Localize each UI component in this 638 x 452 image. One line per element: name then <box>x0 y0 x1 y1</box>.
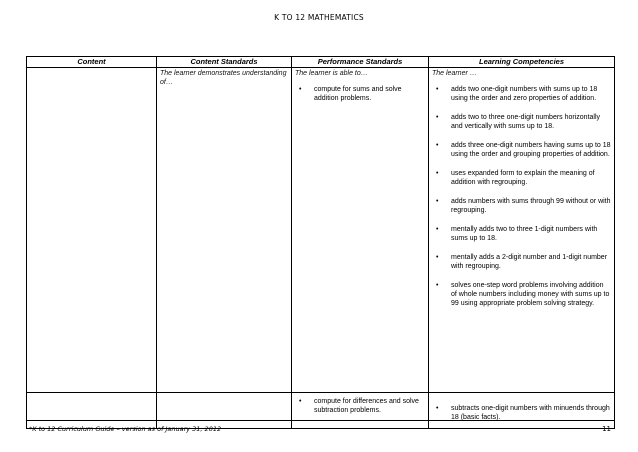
page-number: 11 <box>602 425 611 433</box>
bullet-icon: • <box>299 86 302 93</box>
content-standards-cell <box>157 68 292 393</box>
bullet-icon: • <box>436 405 439 412</box>
content-cell <box>27 68 157 393</box>
bullet-icon: • <box>436 86 439 93</box>
curriculum-table <box>26 56 615 429</box>
table-row <box>27 393 615 429</box>
performance-item: compute for differences and solve subtraction problems. <box>314 398 419 414</box>
bullet-icon: • <box>436 142 439 149</box>
list-item <box>432 113 611 131</box>
content-standards-stem: The learner demonstrates understanding of… <box>160 70 287 86</box>
list-item <box>432 225 611 243</box>
page-header-title: K TO 12 MATHEMATICS <box>274 13 364 22</box>
footer-version-note: *K to 12 Curriculum Guide – version as of January 31, 2012 <box>29 425 222 433</box>
competency-item: uses expanded form to explain the meaning of addition with regrouping. <box>451 170 595 186</box>
performance-standards-cell <box>292 68 429 393</box>
content-cell <box>27 393 157 429</box>
competency-item: mentally adds a 2-digit number and 1-digit number with regrouping. <box>451 254 608 270</box>
header-performance-standards: Performance Standards <box>292 57 429 68</box>
learning-competencies-cell <box>429 68 615 393</box>
learning-competencies-cell <box>429 393 615 429</box>
competencies-stem: The learner … <box>432 70 477 77</box>
bullet-icon: • <box>299 398 302 405</box>
competency-item: solves one-step word problems involving addition of whole numbers including money with sums up to 99 using appropriate problem solving strategy. <box>451 282 610 307</box>
list-item <box>295 397 425 415</box>
bullet-icon: • <box>436 198 439 205</box>
competency-item: subtracts one-digit numbers with minuends through 18 (basic facts). <box>451 405 610 421</box>
bullet-icon: • <box>436 170 439 177</box>
competency-item: mentally adds two to three 1-digit numbers with sums up to 18. <box>451 226 598 242</box>
header-content: Content <box>27 57 157 68</box>
header-content-standards: Content Standards <box>157 57 292 68</box>
performance-stem: The learner is able to… <box>295 70 368 77</box>
performance-standards-cell <box>292 393 429 429</box>
list-item <box>432 169 611 187</box>
bullet-icon: • <box>436 114 439 121</box>
content-standards-cell <box>157 393 292 429</box>
header-learning-competencies: Learning Competencies <box>429 57 615 68</box>
performance-item: compute for sums and solve addition problems. <box>314 86 402 102</box>
table-row <box>27 68 615 393</box>
bullet-icon: • <box>436 226 439 233</box>
footer-divider <box>26 420 614 421</box>
list-item <box>432 85 611 103</box>
table-header-row <box>27 57 615 68</box>
list-item <box>432 141 611 159</box>
competency-item: adds numbers with sums through 99 without or with regrouping. <box>451 198 611 214</box>
bullet-icon: • <box>436 282 439 289</box>
list-item <box>432 197 611 215</box>
list-item <box>295 85 425 103</box>
competency-item: adds three one-digit numbers having sums up to 18 using the order and grouping properties of addition. <box>451 142 611 158</box>
bullet-icon: • <box>436 254 439 261</box>
list-item <box>432 281 611 308</box>
list-item <box>432 253 611 271</box>
competency-item: adds two to three one-digit numbers horizontally and vertically with sums up to 18. <box>451 114 601 130</box>
competency-item: adds two one-digit numbers with sums up to 18 using the order and zero properties of addition. <box>451 86 598 102</box>
